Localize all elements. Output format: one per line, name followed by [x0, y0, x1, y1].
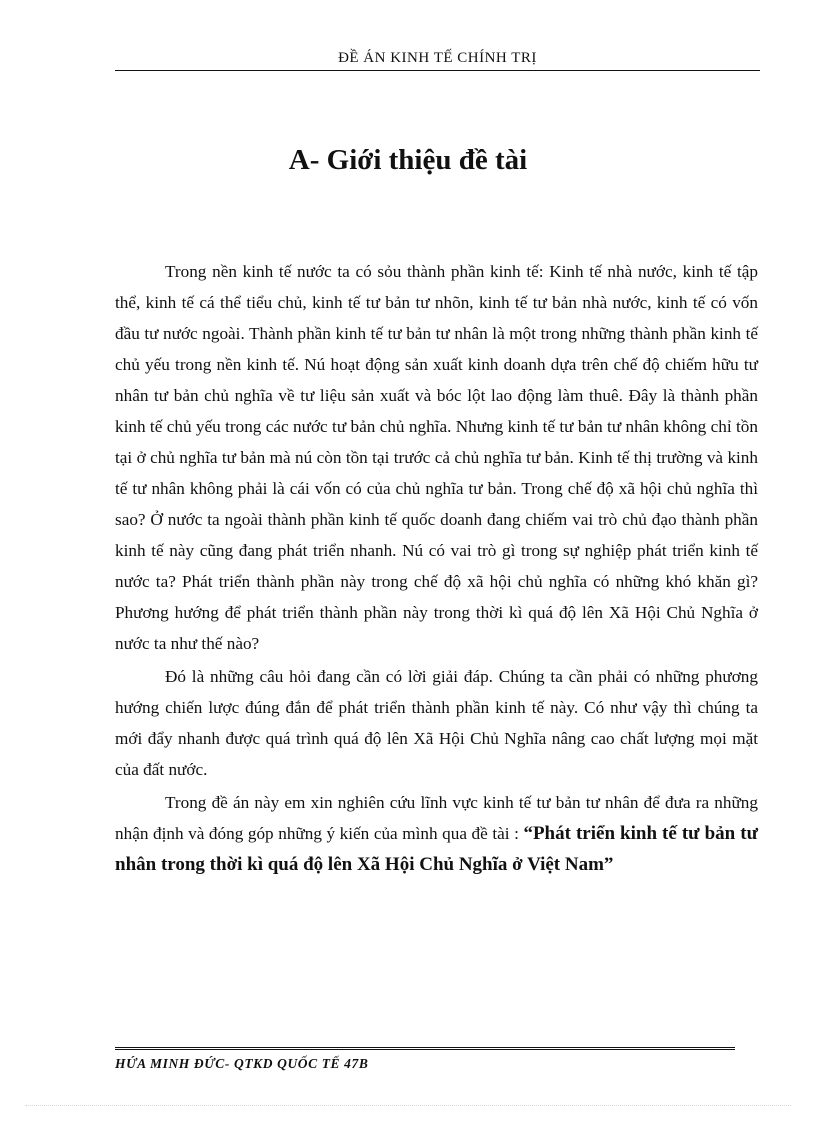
body-text [115, 256, 758, 882]
section-title: A- Giới thiệu đề tài [288, 144, 528, 176]
header-rule [115, 70, 760, 71]
paragraph-intro: Trong nền kinh tế nước ta có sỏu thành phần kinh tế: Kinh tế nhà nước, kinh tế tập thể, kinh tế cá thể tiểu chủ, kinh tế tư bản tư nhõn, kinh tế tư bản nhà nước, kinh tế có vốn đầu tư nước ngoài. Thành phần kinh tế tư bản tư nhân là một trong những thành phần kinh tế chủ yếu trong nền kinh tế. Nú hoạt động sản xuất kinh doanh dựa trên chế độ chiếm hữu tư nhân tư bản chủ nghĩa về tư liệu sản xuất và bóc lột lao động làm thuê. Đây là thành phần kinh tế chủ yếu trong các nước tư bản chủ nghĩa. Nhưng kinh tế tư bản tư nhân không chỉ tồn tại ở chủ nghĩa tư bản mà nú còn tồn tại trước cả chủ nghĩa tư bản. Kinh tế thị trường và kinh tế tư nhân không phải là cái vốn có của chủ nghĩa tư bản. Trong chế độ xã hội chủ nghĩa thì sao? Ở nước ta ngoài thành phần kinh tế quốc doanh đang chiếm vai trò chủ đạo thành phần kinh tế này cũng đang phát triển nhanh. Nú có vai trò gì trong sự nghiệp phát triển kinh tế nước ta? Phát triển thành phần này trong chế độ xã hội chủ nghĩa có những khó khăn gì? Phương hướng để phát triển thành phần này trong thời kì quá độ lên Xã Hội Chủ Nghĩa ở nước ta như thế nào? [115, 262, 758, 653]
topic-lead: Trong đề án này em xin nghiên cứu lĩnh vực kinh tế tư bản tư nhân để đưa ra những nhận định và đóng góp những ý kiến của mình qua đề tài : [115, 793, 758, 843]
paragraph-topic [115, 787, 758, 880]
page-bottom-divider [25, 1105, 791, 1106]
footer-author: HỨA MINH ĐỨC- QTKD QUỐC TẾ 47B [115, 1056, 369, 1071]
page-header [115, 48, 760, 71]
paragraph-questions: Đó là những câu hỏi đang cần có lời giải đáp. Chúng ta cần phải có những phương hướng chiến lược đúng đắn để phát triển thành phần kinh tế này. Có như vậy thì chúng ta mới đẩy nhanh được quá trình quá độ lên Xã Hội Chủ Nghĩa nâng cao chất lượng mọi mặt của đất nước. [115, 667, 758, 779]
topic-title: “Phát triển kinh tế tư bản tư nhân trong thời kì quá độ lên Xã Hội Chủ Nghĩa ở Việt Nam” [115, 823, 758, 875]
header-title: ĐỀ ÁN KINH TẾ CHÍNH TRỊ [338, 50, 537, 66]
footer-rule [115, 1047, 735, 1050]
page-footer [115, 1047, 735, 1074]
